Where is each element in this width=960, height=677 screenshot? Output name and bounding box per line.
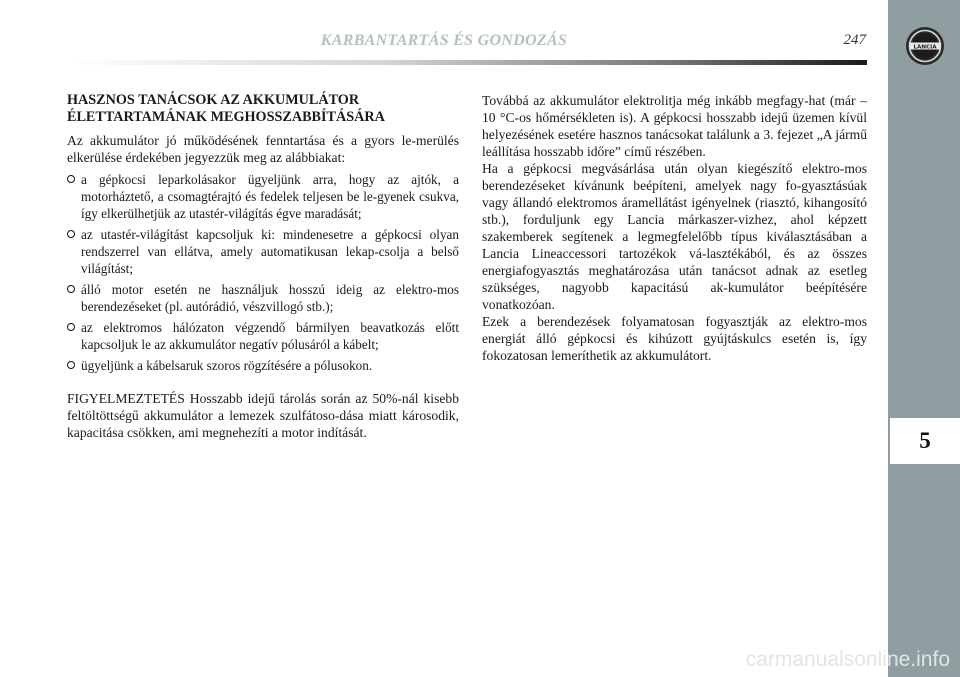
section-heading-line2: ÉLETTARTAMÁNAK MEGHOSSZABBÍTÁSÁRA (67, 109, 385, 125)
list-item-text: álló motor esetén ne használjuk hosszú ideig az elektro-mos berendezéseket (pl. autórádió, vészvillogó stb.); (81, 282, 459, 314)
section-heading (67, 92, 459, 126)
logo-text: LANCIA (913, 44, 937, 51)
warning-label: FIGYELMEZTETÉS (67, 391, 185, 406)
header-rule (67, 60, 867, 65)
chapter-number: 5 (890, 418, 960, 464)
intro-paragraph: Az akkumulátor jó működésének fenntartása és a gyors le-merülés elkerülése érdekében jegyezzük meg az alábbiakat: (67, 133, 459, 165)
lancia-logo (905, 26, 945, 66)
paragraph: Ha a gépkocsi megvásárlása után olyan kiegészítő elektro-mos berendezéseket kívánunk beépíteni, amelyek nagy fo-gyasztásúak vagy állandó elektromos áramellátást igényelnek (riasztó, kihangosító stb.), forduljunk egy Lancia márkaszer-vizhez, ahol képzett szakemberek segítenek a legmegfelelőbb típus kiválasztásában a Lancia Lineaccessori tartozékok vá-lasztékából, és az összes energiafogyasztás meghatározása után tanácsot adnak az esetleg szükséges, nagyobb kapacitású ak-kumulátor beépítésére vonatkozóan. (482, 161, 867, 312)
running-header-title: KARBANTARTÁS ÉS GONDOZÁS (320, 32, 568, 49)
section-heading-line1: HASZNOS TANÁCSOK AZ AKKUMULÁTOR (67, 92, 360, 108)
list-item (67, 357, 459, 374)
list-item (67, 226, 459, 277)
list-item-text: a gépkocsi leparkolásakor ügyeljünk arra, hogy az ajtók, a motorháztető, a csomagtérajtó és fedelek teljesen be le-gyenek csukva, így elkerülhetjük az utastér-világítás égve maradását; (81, 172, 459, 221)
warning-text: Hosszabb idejű tárolás során az 50%-nál kisebb feltöltöttségű akkumulátor a lemezek szulfátoso-dása miatt károsodik, kapacitása csökken, ami megnehezíti a motor indítását. (67, 391, 459, 440)
bullet-circle-icon (67, 285, 75, 293)
bullet-circle-icon (67, 323, 75, 331)
list-item-text: az elektromos hálózaton végzendő bármilyen beavatkozás előtt kapcsoljuk le az akkumulátor negatív pólusáról a kábelt; (81, 320, 459, 352)
left-column (67, 92, 459, 441)
list-item-text: ügyeljünk a kábelsaruk szoros rögzítésére a pólusokon. (81, 358, 373, 373)
warning-paragraph (67, 390, 459, 441)
list-item-text: az utastér-világítást kapcsoljuk ki: mindenesetre a gépkocsi olyan rendszerrel van ellátva, amely automatikusan lekap-csolja a belső világítást; (81, 227, 459, 276)
bullet-circle-icon (67, 361, 75, 369)
tips-list (67, 171, 459, 374)
page-number: 247 (843, 32, 866, 48)
list-item (67, 171, 459, 222)
list-item (67, 281, 459, 315)
bullet-circle-icon (67, 175, 75, 183)
paragraph: Továbbá az akkumulátor elektrolitja még inkább megfagy-hat (már –10 °C-os hőmérsékleten is). A gépkocsi hosszabb idejű üzemen kívül helyezésének esetére hasznos tanácsokat találunk a 3. fejezet „A jármű leállítása hosszabb időre” című részében. (482, 93, 867, 159)
list-item (67, 319, 459, 353)
chapter-sidebar (888, 0, 960, 677)
paragraph: Ezek a berendezések folyamatosan fogyasztják az elektro-mos energiát álló gépkocsi és kihúzott gyújtáskulcs esetén is, így fokozatosan lemeríthetik az akkumulátort. (482, 314, 867, 363)
bullet-circle-icon (67, 230, 75, 238)
right-column (482, 92, 867, 364)
watermark: carmanualsonline.info (745, 648, 950, 671)
